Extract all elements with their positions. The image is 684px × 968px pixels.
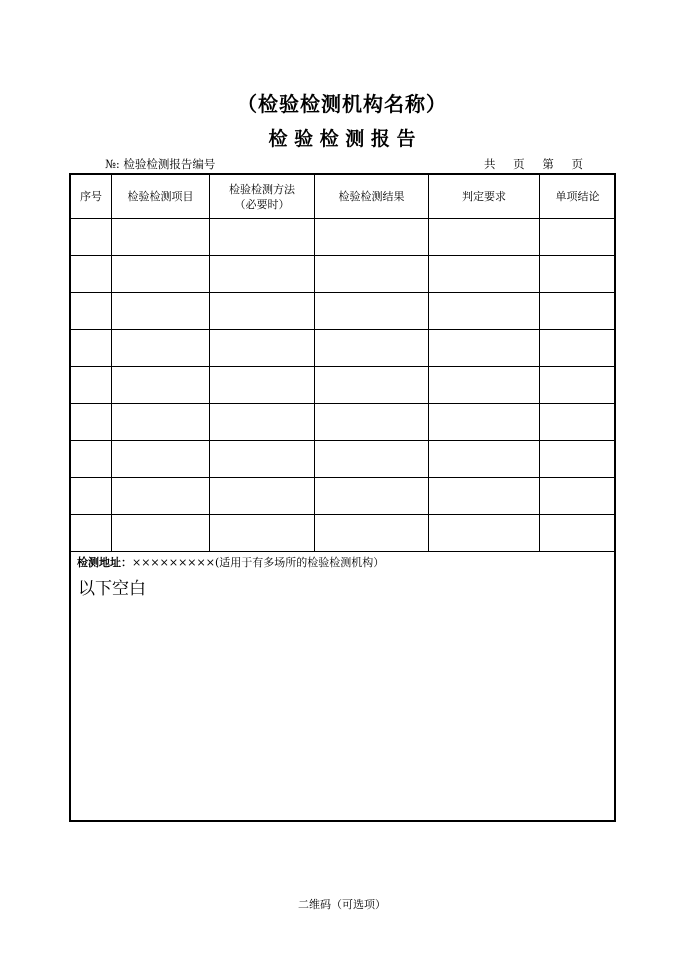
table-cell xyxy=(112,404,210,441)
table-cell xyxy=(71,330,112,367)
page-number-label: 第 xyxy=(542,157,554,171)
table-row xyxy=(71,478,616,515)
table-cell xyxy=(540,330,616,367)
table-cell xyxy=(540,515,616,552)
report-number xyxy=(105,156,215,172)
table-cell xyxy=(71,515,112,552)
total-pages-label: 共 xyxy=(484,157,496,171)
table-cell xyxy=(315,293,429,330)
table-row xyxy=(71,256,616,293)
table-cell xyxy=(112,256,210,293)
table-cell xyxy=(71,404,112,441)
column-header-method xyxy=(210,175,315,219)
table-cell xyxy=(429,515,540,552)
table-cell xyxy=(112,330,210,367)
table-cell xyxy=(429,330,540,367)
table-cell xyxy=(315,367,429,404)
table-cell xyxy=(315,478,429,515)
table-cell xyxy=(210,478,315,515)
table-cell xyxy=(315,404,429,441)
page-counter xyxy=(484,156,597,172)
column-header-index: 序号 xyxy=(71,175,112,219)
table-row xyxy=(71,293,616,330)
table-cell xyxy=(540,256,616,293)
table-cell xyxy=(315,441,429,478)
method-header-sub: （必要时） xyxy=(234,197,290,211)
results-table xyxy=(70,174,616,552)
page-number-suffix: 页 xyxy=(571,157,583,171)
table-cell xyxy=(112,367,210,404)
table-cell xyxy=(112,478,210,515)
table-cell xyxy=(540,367,616,404)
table-cell xyxy=(429,367,540,404)
table-cell xyxy=(210,404,315,441)
table-cell xyxy=(315,256,429,293)
table-body xyxy=(71,219,616,552)
table-cell xyxy=(112,219,210,256)
table-cell xyxy=(315,515,429,552)
table-cell xyxy=(429,404,540,441)
table-cell xyxy=(315,330,429,367)
table-cell xyxy=(429,256,540,293)
table-cell xyxy=(71,293,112,330)
table-cell xyxy=(429,441,540,478)
table-cell xyxy=(210,515,315,552)
table-cell xyxy=(429,219,540,256)
table-cell xyxy=(540,404,616,441)
blank-below-note: 以下空白 xyxy=(78,579,146,599)
table-cell xyxy=(71,256,112,293)
table-cell xyxy=(71,478,112,515)
page-label: 页 xyxy=(513,157,525,171)
table-header-row xyxy=(71,175,616,219)
column-header-result: 检验检测结果 xyxy=(315,175,429,219)
report-frame xyxy=(69,173,616,822)
column-header-requirement: 判定要求 xyxy=(429,175,540,219)
address-value: ×××××××××(适用于有多场所的检验检测机构） xyxy=(132,556,385,569)
table-cell xyxy=(112,515,210,552)
report-title: 检 验 检 测 报 告 xyxy=(268,128,416,150)
table-cell xyxy=(315,219,429,256)
table-cell xyxy=(540,478,616,515)
table-cell xyxy=(429,293,540,330)
table-cell xyxy=(540,219,616,256)
table-cell xyxy=(210,256,315,293)
table-cell xyxy=(112,441,210,478)
organization-title: （检验检测机构名称） xyxy=(237,92,447,116)
table-cell xyxy=(429,478,540,515)
table-row xyxy=(71,404,616,441)
table-row xyxy=(71,367,616,404)
table-cell xyxy=(210,367,315,404)
test-address xyxy=(77,554,384,570)
table-row xyxy=(71,330,616,367)
table-cell xyxy=(71,441,112,478)
table-cell xyxy=(210,293,315,330)
report-number-label: №: xyxy=(105,157,120,171)
table-row xyxy=(71,441,616,478)
column-header-conclusion: 单项结论 xyxy=(540,175,616,219)
method-header-label: 检验检测方法 xyxy=(229,182,295,196)
qr-code-note: 二维码（可选项） xyxy=(298,898,386,911)
table-cell xyxy=(210,441,315,478)
notes-area xyxy=(71,550,614,820)
table-cell xyxy=(112,293,210,330)
table-row xyxy=(71,515,616,552)
table-cell xyxy=(210,219,315,256)
report-number-value: 检验检测报告编号 xyxy=(123,157,216,171)
table-cell xyxy=(210,330,315,367)
table-cell xyxy=(71,367,112,404)
table-cell xyxy=(540,293,616,330)
address-label: 检测地址： xyxy=(77,556,132,569)
table-cell xyxy=(540,441,616,478)
column-header-item: 检验检测项目 xyxy=(112,175,210,219)
table-cell xyxy=(71,219,112,256)
table-row xyxy=(71,219,616,256)
